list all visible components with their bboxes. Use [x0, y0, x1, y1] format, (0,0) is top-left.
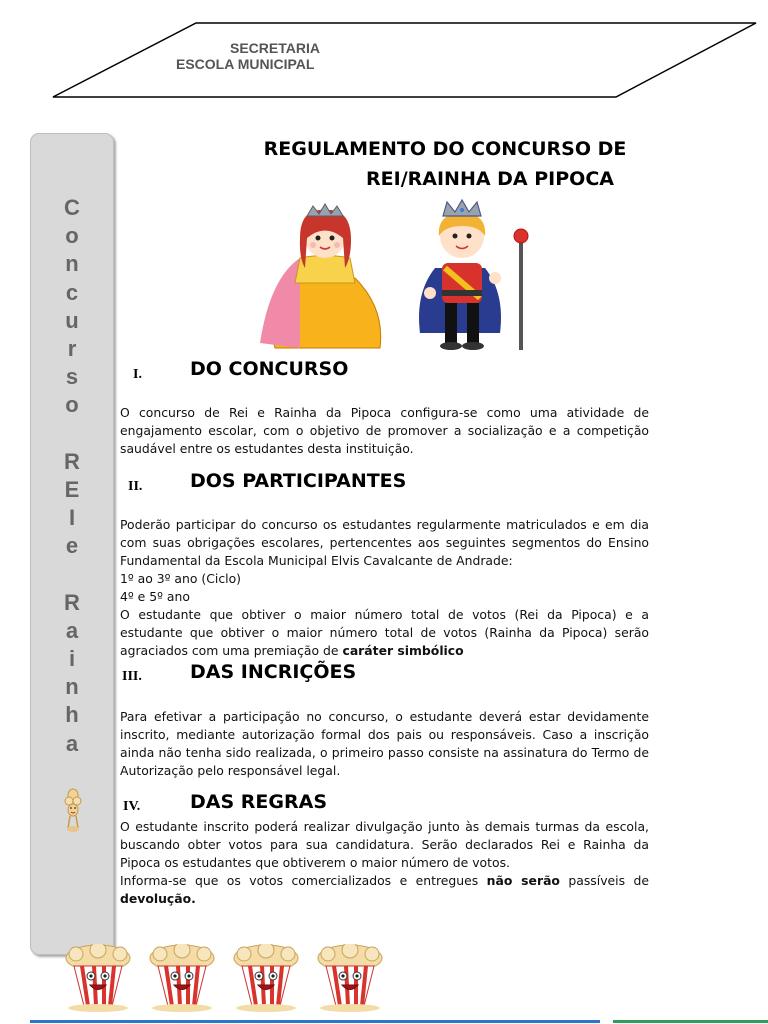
sidebar-letter: i: [68, 646, 76, 671]
section-2-heading: DOS PARTICIPANTES: [190, 470, 407, 492]
section-2-item-1: 1º ao 3º ano (Ciclo): [120, 571, 241, 586]
section-3-heading: DAS INCRIÇÕES: [190, 661, 357, 683]
king-figure: [419, 200, 528, 350]
section-2-paragraph: [120, 516, 649, 660]
sidebar-letter: n: [65, 674, 79, 700]
sidebar-letter: n: [65, 251, 79, 277]
section-3-text: Para efetivar a participação no concurso, o estudante deverá estar devidamente inscrito, mediante autorização formal dos pais ou responsáveis. Caso a inscrição ainda não tenha sido realizada, o primeiro passo consiste na assinatura do Termo de Autorização pelo responsável legal.: [120, 709, 649, 778]
sidebar-letter: [31, 560, 113, 588]
sidebar-banner: [30, 133, 114, 955]
section-2-award-text: O estudante que obtiver o maior número total de votos (Rei da Pipoca) e a estudante que obtiver o maior número total de votos (Rainha da Pipoca) serão agraciados com uma premiação de: [120, 607, 649, 658]
sidebar-letter: a: [65, 730, 79, 756]
sidebar-letter: o: [65, 223, 79, 249]
king-and-queen-illustration: [255, 198, 545, 358]
popcorn-mascot-icon: [66, 944, 130, 1012]
section-4-rule-2-a: Informa-se que os votos comercializados e entregues: [120, 873, 487, 888]
sidebar-vertical-text: [31, 194, 113, 758]
section-2-award-bold: caráter simbólico: [342, 643, 464, 658]
section-1-paragraph: [120, 404, 649, 458]
footer-popcorn-row: [60, 944, 400, 1014]
section-2-item-2: 4º e 5º ano: [120, 589, 190, 604]
sidebar-letter: e: [65, 533, 79, 559]
sidebar-letter: [31, 420, 113, 448]
footer-line-green: [613, 1020, 768, 1023]
title-line-2: REI/RAINHA DA PIPOCA: [366, 168, 614, 190]
sidebar-letter: R: [64, 589, 80, 615]
section-2-number: II.: [128, 479, 143, 494]
section-1-heading: DO CONCURSO: [190, 358, 349, 380]
popcorn-mascot-icon: [234, 944, 298, 1012]
section-4-rule-2: [120, 872, 649, 908]
sidebar-letter: I: [68, 505, 76, 531]
queen-figure: [260, 204, 381, 348]
header-banner: [0, 0, 768, 110]
footer-line-blue: [30, 1020, 600, 1023]
header-text: [176, 40, 328, 72]
header-school: ESCOLA MUNICIPAL: [176, 56, 315, 72]
popcorn-mascot-icon: [318, 944, 382, 1012]
header-secretaria: SECRETARIA: [230, 40, 320, 56]
section-3-paragraph: [120, 708, 649, 780]
section-4-rule-2-bold-1: não serão: [486, 873, 560, 888]
section-4-heading: DAS REGRAS: [190, 791, 327, 813]
sidebar-letter: o: [65, 392, 79, 418]
section-2-award: [120, 606, 649, 660]
sidebar-letter: r: [67, 335, 77, 361]
section-4-rule-2-c: passíveis de: [559, 873, 649, 888]
section-4-paragraph: [120, 818, 649, 908]
section-3-number: III.: [122, 669, 142, 684]
sidebar-letter: c: [65, 279, 79, 305]
title-line-1: REGULAMENTO DO CONCURSO DE: [263, 138, 627, 160]
sidebar-letter: C: [64, 195, 80, 220]
section-1-number: I.: [133, 367, 142, 382]
popcorn-icon: [64, 788, 82, 834]
sidebar-letter: u: [65, 307, 79, 333]
section-1-text: O concurso de Rei e Rainha da Pipoca configura-se como uma atividade de engajamento escolar, com o objetivo de promover a socialização e a competição saudável entre os estudantes desta instituição.: [120, 405, 649, 456]
sidebar-letter: a: [65, 617, 79, 643]
section-4-rule-2-bold-2: devolução.: [120, 891, 196, 906]
section-2-intro: Poderão participar do concurso os estudantes regularmente matriculados e em dia com suas obrigações escolares, pertencentes aos seguintes segmentos do Ensino Fundamental da Escola Municipal Elvis Cavalcante de Andrade:: [120, 517, 649, 568]
section-4-number: IV.: [123, 799, 141, 814]
section-4-rule-1: O estudante inscrito poderá realizar divulgação junto às demais turmas da escola, buscando obter votos para sua candidatura. Serão declarados Rei e Rainha da Pipoca os estudantes que obtiverem o maior número de votos.: [120, 819, 649, 870]
sidebar-letter: E: [64, 476, 80, 502]
sidebar-letter: h: [65, 702, 79, 728]
popcorn-mascot-icon: [150, 944, 214, 1012]
sidebar-letter: s: [65, 364, 79, 390]
sidebar-letter: R: [64, 448, 80, 474]
page-title: [200, 134, 690, 194]
